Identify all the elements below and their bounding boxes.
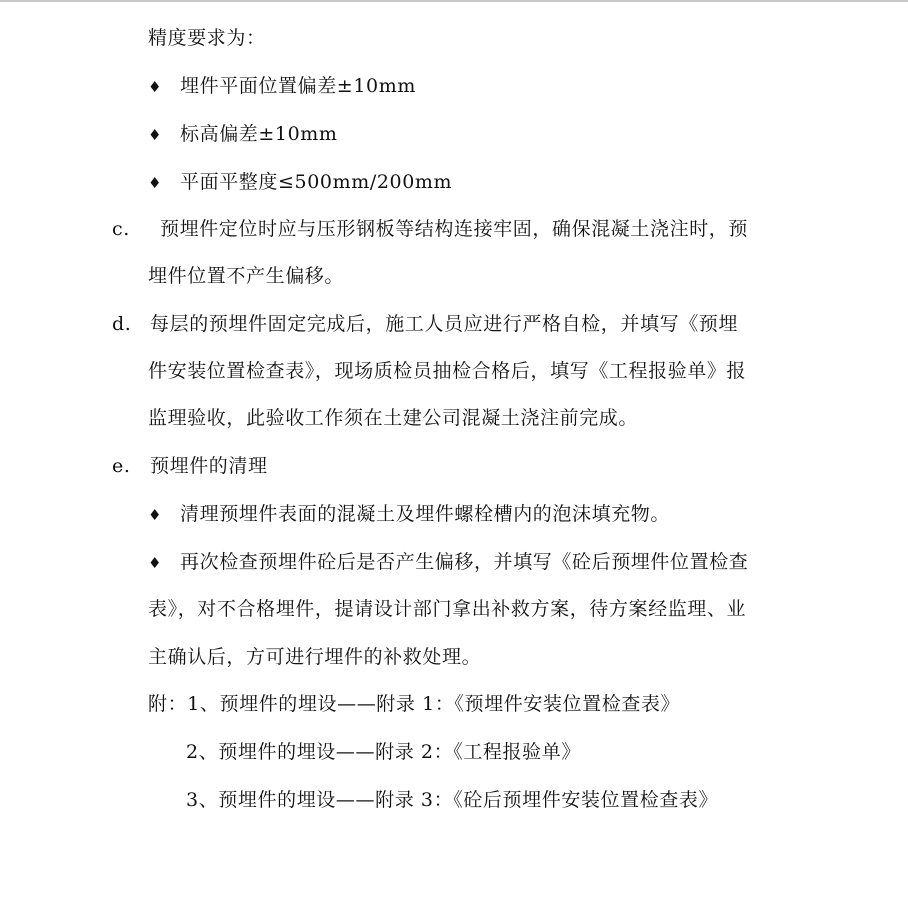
item-e-bullet bbox=[148, 550, 748, 575]
item-e-line bbox=[112, 454, 268, 478]
item-c-line bbox=[112, 217, 748, 241]
precision-item-text: 平面平整度≤500mm/200mm bbox=[180, 171, 453, 193]
appendix-item: 2、预埋件的埋设——附录 2：《工程报验单》 bbox=[186, 741, 581, 763]
item-d-text: 每层的预埋件固定完成后，施工人员应进行严格自检，并填写《预埋 bbox=[150, 313, 739, 335]
item-e-marker: e. bbox=[112, 455, 131, 477]
diamond-bullet-icon: ♦ bbox=[148, 506, 163, 524]
appendix-line bbox=[148, 692, 680, 716]
precision-item bbox=[148, 122, 338, 147]
item-d-marker: d. bbox=[112, 313, 132, 335]
item-e-bullet-continuation: 主确认后，方可进行埋件的补救处理。 bbox=[148, 646, 482, 668]
item-c-marker: c. bbox=[112, 218, 130, 240]
diamond-bullet-icon: ♦ bbox=[148, 174, 163, 192]
precision-intro: 精度要求为： bbox=[148, 27, 266, 49]
diamond-bullet-icon: ♦ bbox=[148, 554, 163, 572]
item-e-bullet-text: 清理预埋件表面的混凝土及埋件螺栓槽内的泡沫填充物。 bbox=[180, 503, 671, 525]
item-e-bullet bbox=[148, 502, 670, 527]
diamond-bullet-icon: ♦ bbox=[148, 78, 163, 96]
page-top-border bbox=[0, 0, 908, 2]
item-c-continuation: 埋件位置不产生偏移。 bbox=[148, 265, 345, 287]
precision-item-text: 标高偏差±10mm bbox=[180, 123, 338, 145]
item-d-continuation: 件安装位置检查表》，现场质检员抽检合格后，填写《工程报验单》报 bbox=[148, 360, 747, 382]
appendix-item: 1、预埋件的埋设——附录 1：《预埋件安装位置检查表》 bbox=[187, 693, 681, 715]
precision-item bbox=[148, 170, 452, 195]
item-d-line bbox=[112, 312, 738, 336]
appendix-label: 附： bbox=[148, 693, 188, 715]
item-e-title: 预埋件的清理 bbox=[150, 455, 268, 477]
diamond-bullet-icon: ♦ bbox=[148, 126, 163, 144]
item-d-continuation: 监理验收，此验收工作须在土建公司混凝土浇注前完成。 bbox=[148, 407, 639, 429]
item-e-bullet-text: 再次检查预埋件砼后是否产生偏移，并填写《砼后预埋件位置检查 bbox=[180, 551, 749, 573]
precision-item bbox=[148, 74, 416, 99]
appendix-item: 3、预埋件的埋设——附录 3：《砼后预埋件安装位置检查表》 bbox=[186, 789, 719, 811]
item-c-text: 预埋件定位时应与压形钢板等结构连接牢固，确保混凝土浇注时，预 bbox=[160, 218, 749, 240]
item-e-bullet-continuation: 表》，对不合格埋件，提请设计部门拿出补救方案，待方案经监理、业 bbox=[148, 598, 747, 620]
precision-item-text: 埋件平面位置偏差±10mm bbox=[180, 75, 416, 97]
